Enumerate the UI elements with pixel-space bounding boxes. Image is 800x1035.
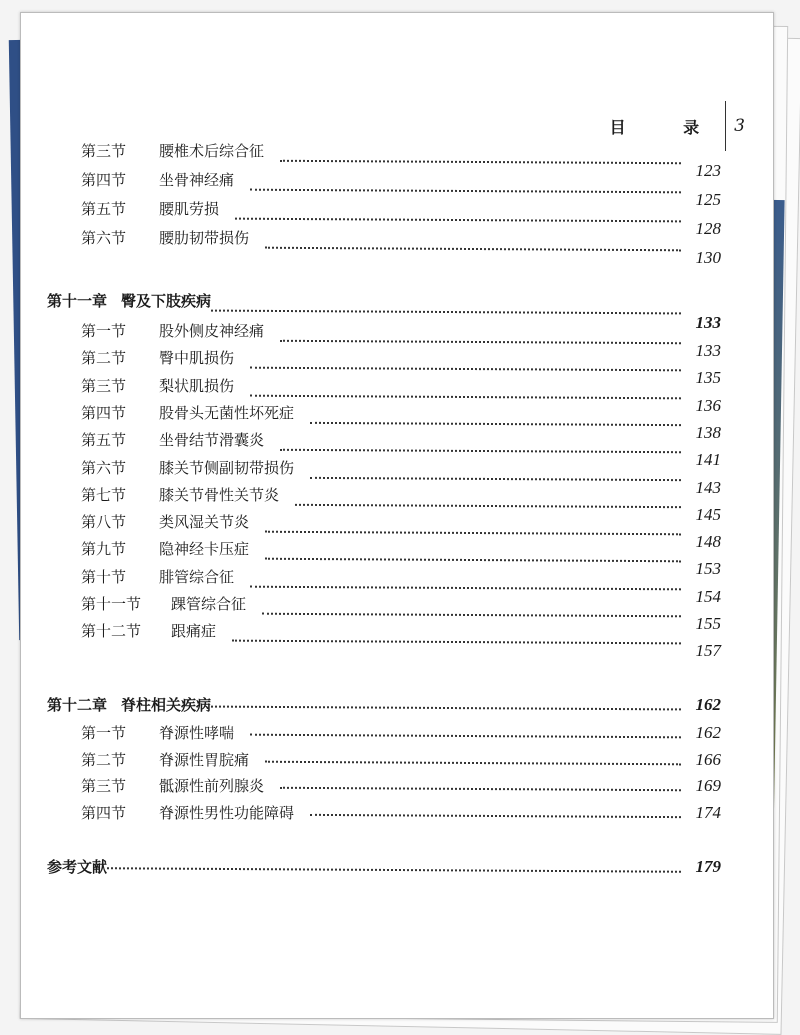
entry-title: 股骨头无菌性坏死症 <box>159 403 295 422</box>
entry-label: 第五节 <box>81 200 127 218</box>
entry-page-number: 130 <box>695 248 721 267</box>
entry-page-number: 133 <box>695 341 721 360</box>
entry-label: 第三节 <box>81 376 127 395</box>
toc-section-entry <box>81 615 721 661</box>
entry-title: 腓管综合征 <box>159 567 235 586</box>
entry-page-number: 136 <box>695 395 721 415</box>
dot-leader <box>232 640 681 645</box>
entry-title: 跟痛症 <box>171 622 217 641</box>
header-divider <box>725 101 726 151</box>
entry-page-number: 128 <box>695 219 721 238</box>
entry-title: 脊源性哮喘 <box>159 724 235 742</box>
entry-title: 脊源性胃脘痛 <box>159 750 250 769</box>
entry-label: 第七节 <box>81 485 127 504</box>
entry-label: 第四节 <box>81 171 127 189</box>
toc-section-entry <box>81 222 721 267</box>
entry-label: 第三节 <box>81 142 127 160</box>
entry-label: 第十二章 <box>47 696 108 714</box>
entry-page-number: 166 <box>695 749 721 769</box>
entry-label: 第一节 <box>81 724 127 742</box>
entry-label: 第一节 <box>81 322 127 340</box>
entry-label: 第九节 <box>81 540 127 559</box>
entry-label: 第十二节 <box>81 622 142 641</box>
entry-label: 第四节 <box>81 403 127 422</box>
entry-label: 第八节 <box>81 513 127 532</box>
toc-references-entry <box>47 851 721 877</box>
entry-page-number: 162 <box>695 723 721 742</box>
dot-leader <box>265 247 681 252</box>
dot-leader <box>211 310 681 315</box>
entry-page-number: 133 <box>695 313 721 332</box>
entry-page-number: 138 <box>695 422 721 442</box>
entry-title: 脊源性男性功能障碍 <box>159 803 295 822</box>
dot-leader <box>310 813 681 817</box>
toc-section-entry <box>81 717 721 743</box>
entry-page-number: 135 <box>695 368 721 388</box>
dot-leader <box>265 760 681 765</box>
entry-title: 脊柱相关疾病 <box>121 696 212 714</box>
dot-leader <box>107 867 681 873</box>
entry-title: 臀及下肢疾病 <box>121 292 212 310</box>
dot-leader <box>250 734 681 739</box>
entry-title: 踝管综合征 <box>171 595 247 613</box>
entry-title: 坐骨结节滑囊炎 <box>159 431 265 450</box>
header-title: 目 录 <box>609 117 726 137</box>
entry-label: 第四节 <box>81 803 127 822</box>
entry-title: 腰肌劳损 <box>159 200 220 218</box>
toc-section-entry <box>81 797 721 823</box>
entry-page-number: 123 <box>695 161 721 180</box>
entry-title: 腰椎术后综合征 <box>159 142 265 160</box>
toc-page <box>20 12 774 1019</box>
entry-page-number: 174 <box>695 802 721 822</box>
entry-label: 第五节 <box>81 431 127 450</box>
entry-page-number: 125 <box>695 190 721 209</box>
entry-page-number: 169 <box>695 776 721 795</box>
entry-title: 股外侧皮神经痛 <box>159 322 265 340</box>
entry-page-number: 154 <box>695 586 721 606</box>
entry-title: 类风湿关节炎 <box>159 513 250 532</box>
entry-label: 第十一章 <box>47 292 108 310</box>
toc-chapter-entry <box>47 689 721 715</box>
entry-title: 梨状肌损伤 <box>159 376 235 395</box>
entry-label: 第二节 <box>81 349 127 368</box>
toc-section-entry <box>81 744 721 770</box>
entry-page-number: 157 <box>695 641 721 661</box>
entry-page-number: 162 <box>695 695 721 714</box>
entry-page-number: 155 <box>695 614 721 633</box>
entry-page-number: 145 <box>695 504 721 524</box>
entry-title: 腰肋韧带损伤 <box>159 229 250 247</box>
entry-label: 第十节 <box>81 567 127 586</box>
entry-title: 骶源性前列腺炎 <box>159 777 265 795</box>
entry-page-number: 148 <box>695 532 721 552</box>
entry-page-number: 179 <box>695 857 721 876</box>
entry-title: 臀中肌损伤 <box>159 349 235 368</box>
entry-title: 参考文献 <box>47 858 108 876</box>
entry-label: 第六节 <box>81 229 127 247</box>
header-page-number: 3 <box>734 116 745 136</box>
entry-page-number: 153 <box>695 559 721 579</box>
entry-title: 坐骨神经痛 <box>159 171 235 189</box>
entry-page-number: 143 <box>695 477 721 497</box>
dot-leader <box>211 706 681 711</box>
entry-label: 第三节 <box>81 777 127 795</box>
entry-label: 第六节 <box>81 458 127 477</box>
entry-title: 隐神经卡压症 <box>159 540 250 559</box>
entry-page-number: 141 <box>695 450 721 470</box>
toc-section-entry <box>81 770 721 796</box>
entry-label: 第十一节 <box>81 595 142 613</box>
entry-title: 膝关节骨性关节炎 <box>159 485 280 504</box>
entry-title: 膝关节侧副韧带损伤 <box>159 458 295 477</box>
entry-label: 第二节 <box>81 750 127 769</box>
dot-leader <box>280 787 681 791</box>
